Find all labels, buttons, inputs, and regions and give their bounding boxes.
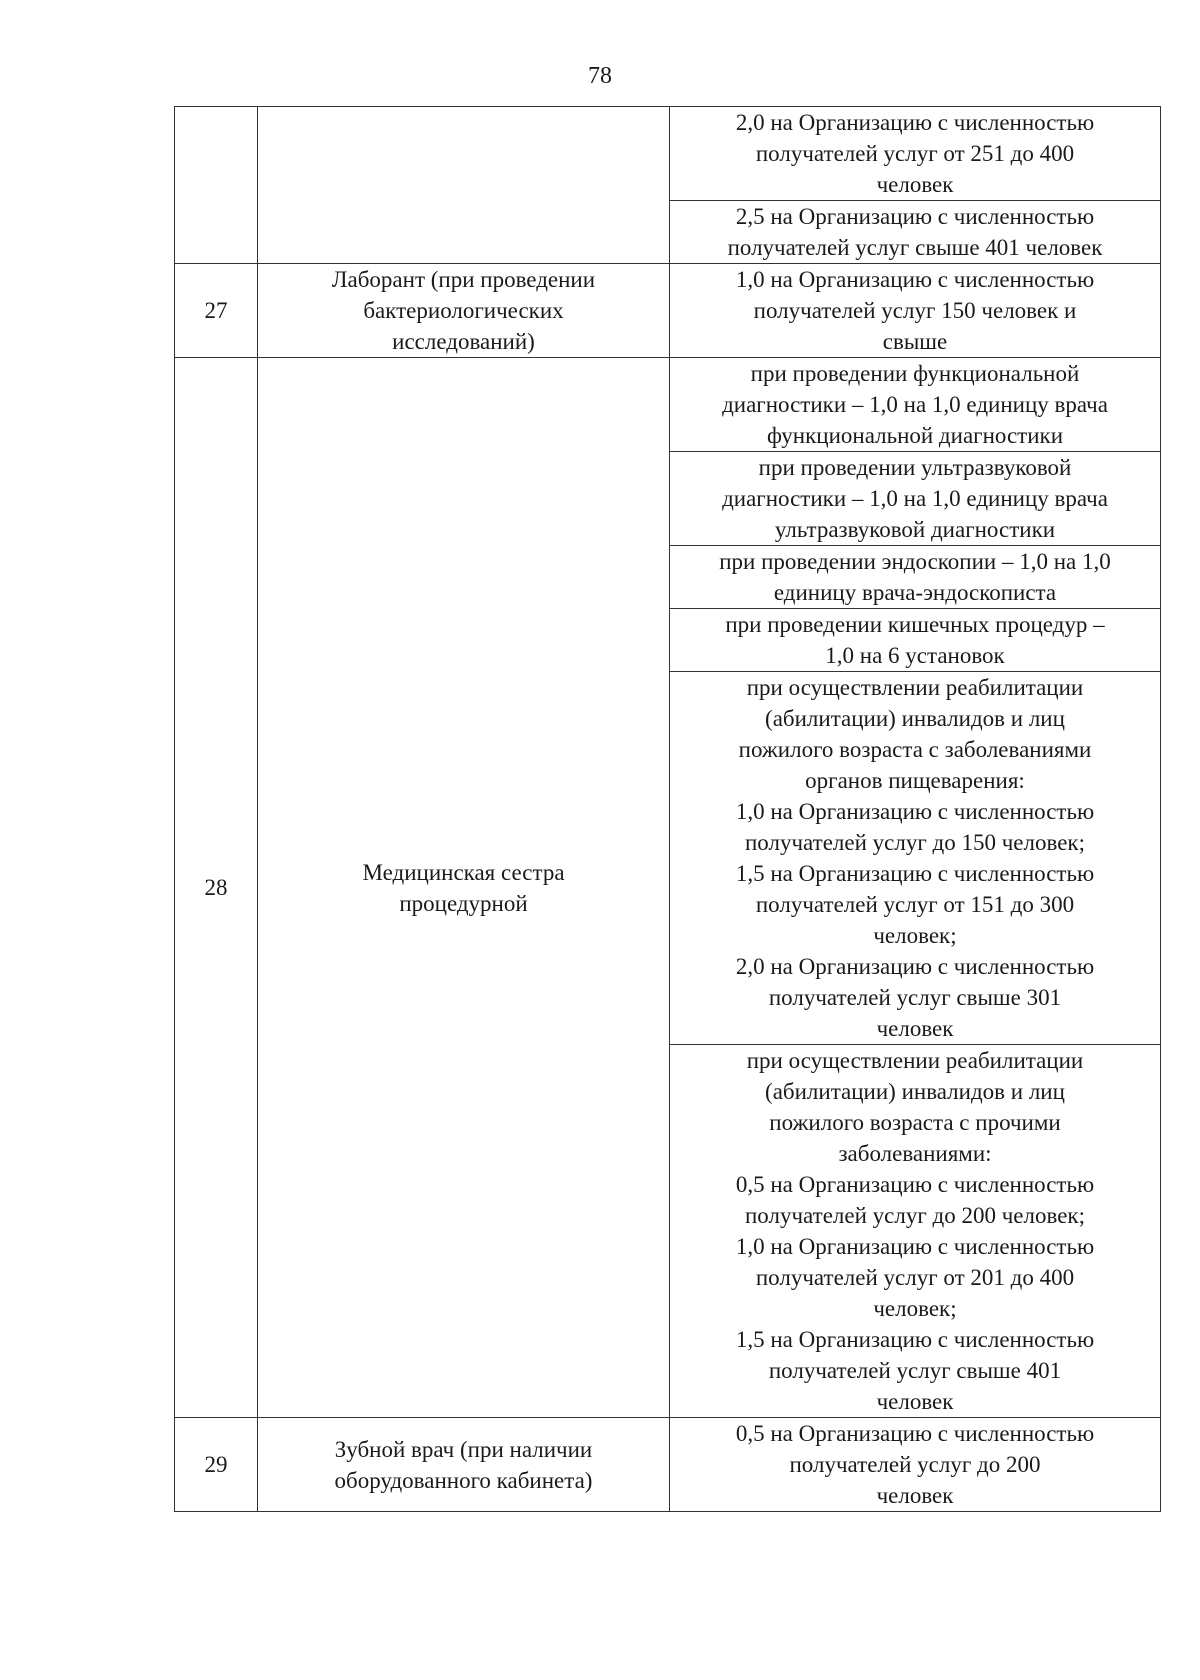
table-body [175, 107, 1161, 1512]
table-row [175, 1418, 1161, 1512]
norm-line: получателей услуг до 200 человек; [745, 1203, 1085, 1228]
norm-line: органов пищеварения: [805, 768, 1025, 793]
position-line: процедурной [399, 890, 528, 916]
norm-cell [670, 107, 1161, 201]
norm-line: 1,0 на 6 установок [825, 643, 1005, 668]
norm-line: получателей услуг 150 человек и [753, 298, 1077, 323]
norm-cell [670, 264, 1161, 358]
norm-line: 2,0 на Организацию с численностью [735, 954, 1095, 979]
norm-line: пожилого возраста с заболеваниями [738, 737, 1092, 762]
norm-line: единицу врача-эндоскописта [773, 580, 1057, 605]
norm-line: человек [876, 1016, 954, 1041]
norm-line: человек; [873, 923, 957, 948]
norm-line: 0,5 на Организацию с численностью [735, 1172, 1095, 1197]
row-number-cell: 28 [175, 358, 258, 1418]
position-line: бактериологических [363, 298, 564, 323]
position-cell [258, 264, 670, 358]
norm-line: при проведении эндоскопии – 1,0 на 1,0 [719, 549, 1111, 574]
norm-line: 2,0 на Организацию с численностью [735, 110, 1095, 135]
row-number-cell: 27 [175, 264, 258, 358]
norm-cell [670, 201, 1161, 264]
norm-cell [670, 452, 1161, 546]
norm-line: при осуществлении реабилитации [746, 675, 1084, 700]
norm-cell [670, 1418, 1161, 1512]
norm-cell [670, 609, 1161, 672]
norm-line: получателей услуг от 201 до 400 [755, 1265, 1075, 1290]
position-line: Зубной врач (при наличии [334, 1436, 593, 1462]
row-number-cell: 29 [175, 1418, 258, 1512]
norm-line: 0,5 на Организацию с численностью [735, 1421, 1095, 1446]
norm-line: при проведении кишечных процедур – [725, 612, 1105, 637]
table-row [175, 107, 1161, 201]
norm-line: 1,0 на Организацию с численностью [735, 1234, 1095, 1259]
norm-line: функциональной диагностики [766, 423, 1064, 448]
norm-line: заболеваниями: [838, 1141, 992, 1166]
norm-line: (абилитации) инвалидов и лиц [765, 1079, 1065, 1104]
page-number: 78 [588, 63, 612, 89]
position-line: Медицинская сестра [362, 859, 565, 885]
norm-line: получателей услуг от 151 до 300 [755, 892, 1075, 917]
norm-line: при проведении функциональной [750, 361, 1080, 386]
position-cell [258, 107, 670, 264]
table-row [175, 358, 1161, 452]
norm-line: (абилитации) инвалидов и лиц [765, 706, 1065, 731]
norm-line: человек [876, 172, 954, 197]
position-cell [258, 1418, 670, 1512]
norm-line: при проведении ультразвуковой [758, 455, 1072, 480]
position-line: Лаборант (при проведении [331, 267, 596, 292]
norm-line: получателей услуг до 200 [789, 1452, 1041, 1477]
norm-line: 2,5 на Организацию с численностью [735, 204, 1095, 229]
norm-line: диагностики – 1,0 на 1,0 единицу врача [722, 392, 1108, 417]
norm-line: получателей услуг от 251 до 400 [755, 141, 1075, 166]
norm-line: 1,5 на Организацию с численностью [735, 861, 1095, 886]
position-line: исследований) [392, 329, 535, 354]
norm-line: диагностики – 1,0 на 1,0 единицу врача [722, 486, 1108, 511]
norm-cell [670, 546, 1161, 609]
norm-line: ультразвуковой диагностики [774, 517, 1056, 542]
norm-line: человек [876, 1389, 954, 1414]
position-line: оборудованного кабинета) [334, 1467, 593, 1493]
norm-line: свыше [882, 329, 948, 354]
row-number-cell [175, 107, 258, 264]
norm-line: 1,0 на Организацию с численностью [735, 799, 1095, 824]
norm-line: при осуществлении реабилитации [746, 1048, 1084, 1073]
norm-line: получателей услуг свыше 401 человек [727, 235, 1103, 260]
norm-line: человек [876, 1483, 954, 1508]
norm-line: получателей услуг свыше 301 [768, 985, 1062, 1010]
norm-cell [670, 672, 1161, 1045]
norm-line: человек; [873, 1296, 957, 1321]
position-cell [258, 358, 670, 1418]
norm-line: получателей услуг до 150 человек; [745, 830, 1085, 855]
norm-cell [670, 1045, 1161, 1418]
norm-line: получателей услуг свыше 401 [768, 1358, 1062, 1383]
norm-line: пожилого возраста с прочими [769, 1110, 1061, 1135]
norm-line: 1,0 на Организацию с численностью [735, 267, 1095, 292]
staffing-norms-table [174, 106, 1161, 1512]
table-row [175, 264, 1161, 358]
norm-cell [670, 358, 1161, 452]
norm-line: 1,5 на Организацию с численностью [735, 1327, 1095, 1352]
